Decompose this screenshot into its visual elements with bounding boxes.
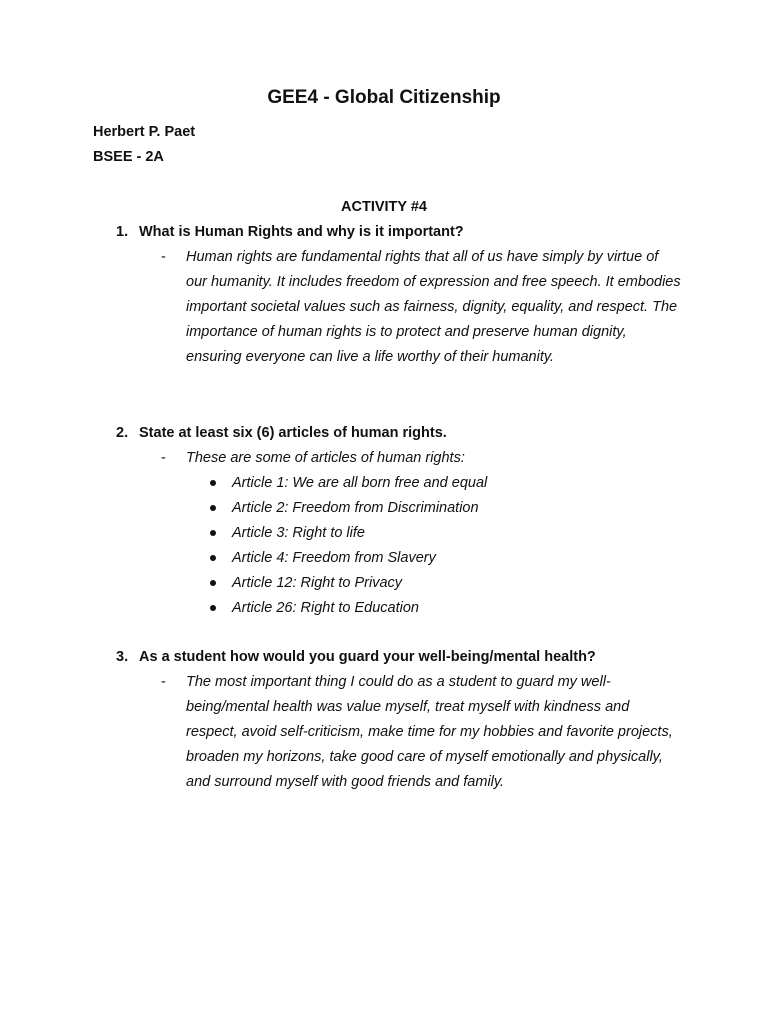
student-name: Herbert P. Paet <box>93 124 196 140</box>
question-2 <box>116 424 447 442</box>
list-item <box>210 546 487 571</box>
question-1 <box>116 223 464 241</box>
answer-3 <box>161 670 681 795</box>
list-item <box>210 471 487 496</box>
answer-text: These are some of articles of human rights: <box>186 450 465 466</box>
document-title: GEE4 - Global Citizenship <box>267 87 501 108</box>
dash-marker: - <box>161 450 166 466</box>
activity-heading: ACTIVITY #4 <box>341 199 427 215</box>
list-item <box>210 596 487 621</box>
article-text: Article 12: Right to Privacy <box>232 575 403 591</box>
list-item <box>210 521 487 546</box>
bullet-icon <box>210 555 216 561</box>
question-text: What is Human Rights and why is it important? <box>139 224 464 240</box>
article-text: Article 1: We are all born free and equal <box>232 475 488 491</box>
articles-list <box>210 471 487 621</box>
dash-marker: - <box>161 674 166 690</box>
answer-2 <box>161 446 681 471</box>
question-number: 1. <box>116 224 129 240</box>
answer-1 <box>161 245 681 370</box>
answer-text: The most important thing I could do as a student to guard my well-being/mental health was value myself, treat myself with kindness and respect, avoid self-criticism, make time for my hobbies and favorite projects, broaden my horizons, take good care of myself emotionally and physically, and surround myself with good friends and family. <box>186 674 673 790</box>
question-text: As a student how would you guard your well-being/mental health? <box>139 649 596 665</box>
article-text: Article 26: Right to Education <box>232 600 419 616</box>
question-3 <box>116 648 596 666</box>
dash-marker: - <box>161 249 166 265</box>
list-item <box>210 571 487 596</box>
bullet-icon <box>210 505 216 511</box>
bullet-icon <box>210 480 216 486</box>
article-text: Article 4: Freedom from Slavery <box>232 550 436 566</box>
question-number: 2. <box>116 425 129 441</box>
bullet-icon <box>210 580 216 586</box>
article-text: Article 3: Right to life <box>232 525 365 541</box>
list-item <box>210 496 487 521</box>
student-section: BSEE - 2A <box>93 149 164 165</box>
bullet-icon <box>210 530 216 536</box>
bullet-icon <box>210 605 216 611</box>
question-text: State at least six (6) articles of human rights. <box>139 425 447 441</box>
question-number: 3. <box>116 649 129 665</box>
article-text: Article 2: Freedom from Discrimination <box>232 500 479 516</box>
answer-text: Human rights are fundamental rights that all of us have simply by virtue of our humanity. It includes freedom of expression and free speech. It embodies important societal values such as fairness, dignity, equality, and respect. The importance of human rights is to protect and preserve human dignity, ensuring everyone can live a life worthy of their humanity. <box>186 249 681 365</box>
